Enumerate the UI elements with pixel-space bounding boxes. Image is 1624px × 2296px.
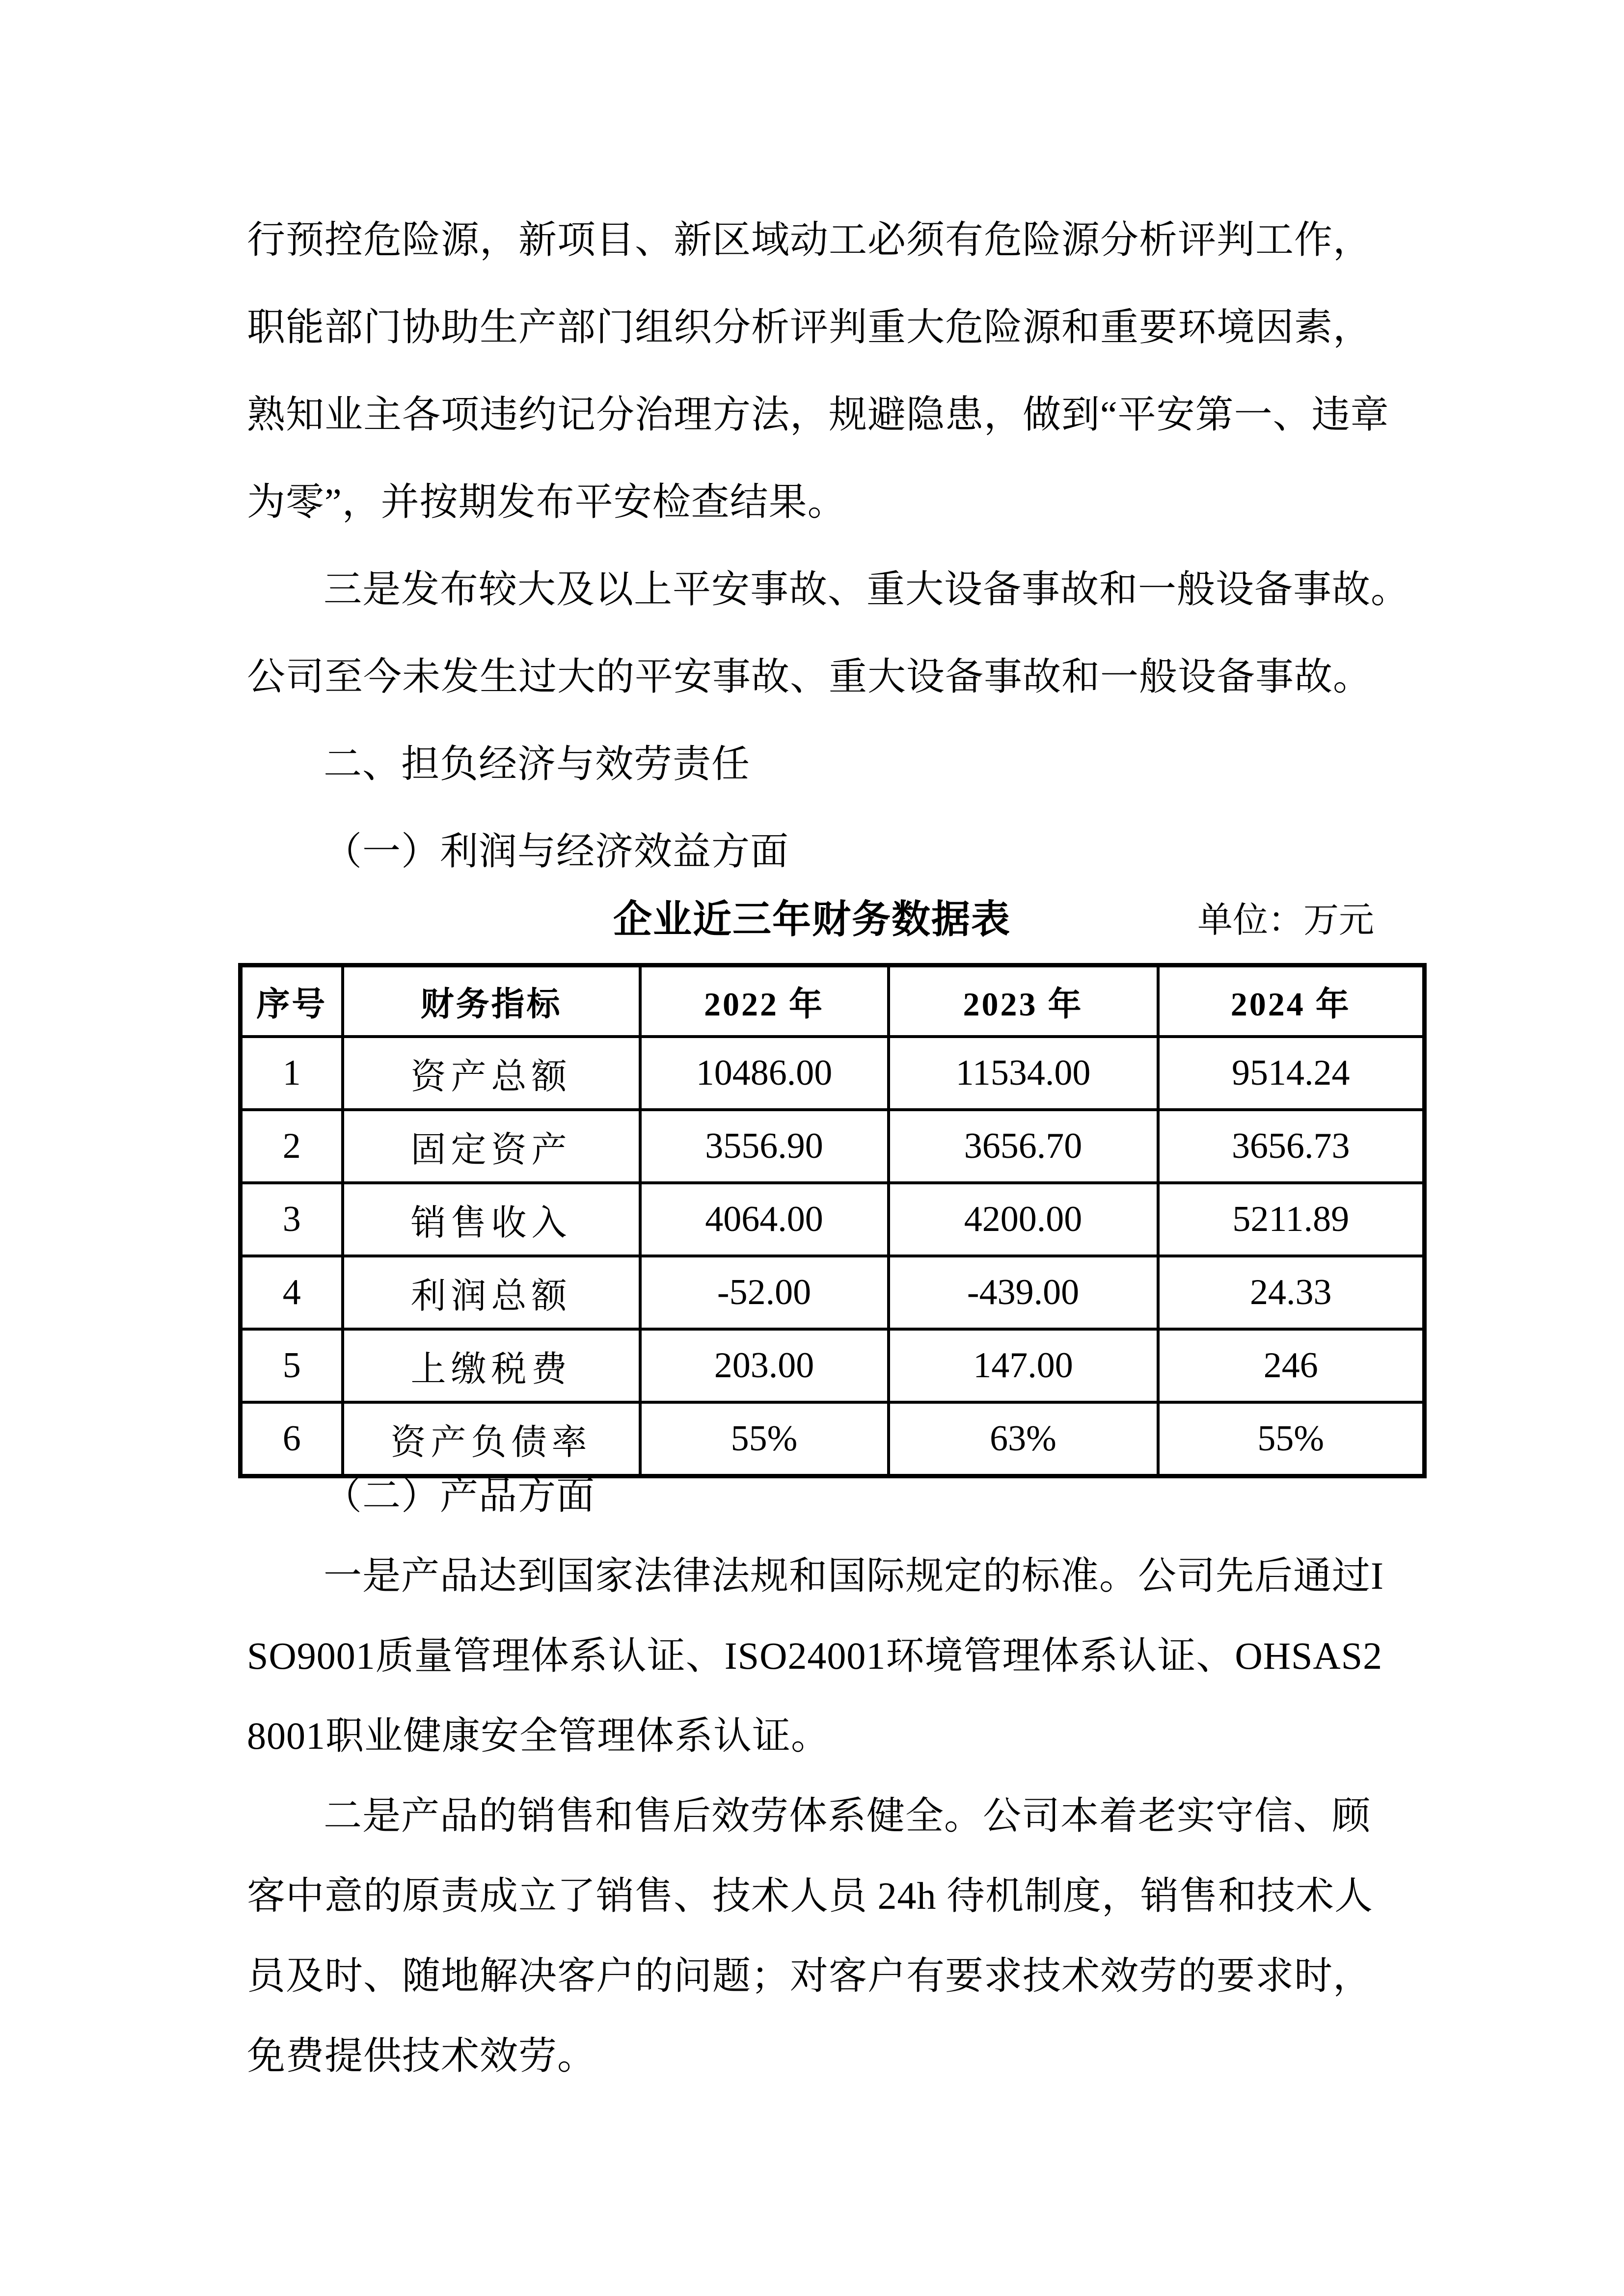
table-header-cell: 2023 年 [889,965,1158,1037]
table-cell-value: 3656.73 [1158,1110,1425,1183]
table-cell-value: 10486.00 [640,1037,889,1110]
table-cell-value: 203.00 [640,1329,889,1402]
table-cell-index: 4 [241,1256,343,1329]
table-cell-value: 3656.70 [889,1110,1158,1183]
body-line: 一是产品达到国家法律法规和国际规定的标准。公司先后通过I [324,1554,1384,1597]
body-line: 8001职业健康安全管理体系认证。 [247,1714,830,1757]
table-row [241,1037,1425,1110]
body-line: 公司至今未发生过大的平安事故、重大设备事故和一般设备事故。 [247,655,1372,698]
table-cell-value: 4200.00 [889,1183,1158,1256]
table-cell-value: 147.00 [889,1329,1158,1402]
paragraph-block-bottom [247,1456,1504,2096]
body-line: 员及时、随地解决客户的问题；对客户有要求技术效劳的要求时， [247,1954,1372,1997]
table-cell-value: 55% [640,1402,889,1476]
table-cell-value: 11534.00 [889,1037,1158,1110]
table-cell-value: 4064.00 [640,1183,889,1256]
table-row [241,1110,1425,1183]
table-cell-value: 3556.90 [640,1110,889,1183]
table-cell-label: 资产总额 [343,1037,640,1110]
subsection-heading: （二）产品方面 [324,1474,595,1517]
table-cell-index: 2 [241,1110,343,1183]
body-line: 二是产品的销售和售后效劳体系健全。公司本着老实守信、顾 [324,1794,1371,1837]
table-cell-value: -439.00 [889,1256,1158,1329]
table-cell-index: 1 [241,1037,343,1110]
section-heading: 二、担负经济与效劳责任 [324,743,751,785]
table-unit-label: 单位：万元 [1197,901,1375,940]
table-header-cell: 2022 年 [640,965,889,1037]
body-line: 客中意的原责成立了销售、技术人员 24h 待机制度，销售和技术人 [247,1874,1374,1917]
table-cell-label: 上缴税费 [343,1329,640,1402]
body-line: 熟知业主各项违约记分治理方法，规避隐患，做到“平安第一、违章 [247,393,1389,436]
table-title-row [0,883,1624,957]
body-line: SO9001质量管理体系认证、ISO24001环境管理体系认证、OHSAS2 [247,1634,1383,1677]
body-line: 为零”，并按期发布平安检查结果。 [247,481,846,523]
table-row [241,1183,1425,1256]
table-cell-value: 9514.24 [1158,1037,1425,1110]
table-cell-index: 3 [241,1183,343,1256]
table-cell-value: 24.33 [1158,1256,1425,1329]
table-row [241,1329,1425,1402]
table-cell-value: 5211.89 [1158,1183,1425,1256]
table-cell-label: 利润总额 [343,1256,640,1329]
body-line: 职能部门协助生产部门组织分析评判重大危险源和重要环境因素， [247,306,1372,348]
body-line: 免费提供技术效劳。 [247,2034,596,2077]
table-header-cell: 序号 [241,965,343,1037]
table-cell-value: -52.00 [640,1256,889,1329]
body-line: 行预控危险源，新项目、新区域动工必须有危险源分析评判工作， [247,218,1372,261]
table-cell-value: 63% [889,1402,1158,1476]
paragraph-block-top [247,196,1504,895]
table-cell-value: 246 [1158,1329,1425,1402]
table-title: 企业近三年财务数据表 [613,899,1011,941]
table-row [241,1256,1425,1329]
subsection-heading: （一）利润与经济效益方面 [324,830,789,873]
table-cell-label: 资产负债率 [343,1402,640,1476]
table-header-cell: 财务指标 [343,965,640,1037]
table-cell-label: 固定资产 [343,1110,640,1183]
table-cell-value: 55% [1158,1402,1425,1476]
table-cell-index: 6 [241,1402,343,1476]
table-header-row [241,965,1425,1037]
table-header-cell: 2024 年 [1158,965,1425,1037]
table-cell-index: 5 [241,1329,343,1402]
financial-table [238,963,1427,1478]
table-cell-label: 销售收入 [343,1183,640,1256]
body-line: 三是发布较大及以上平安事故、重大设备事故和一般设备事故。 [324,568,1410,611]
